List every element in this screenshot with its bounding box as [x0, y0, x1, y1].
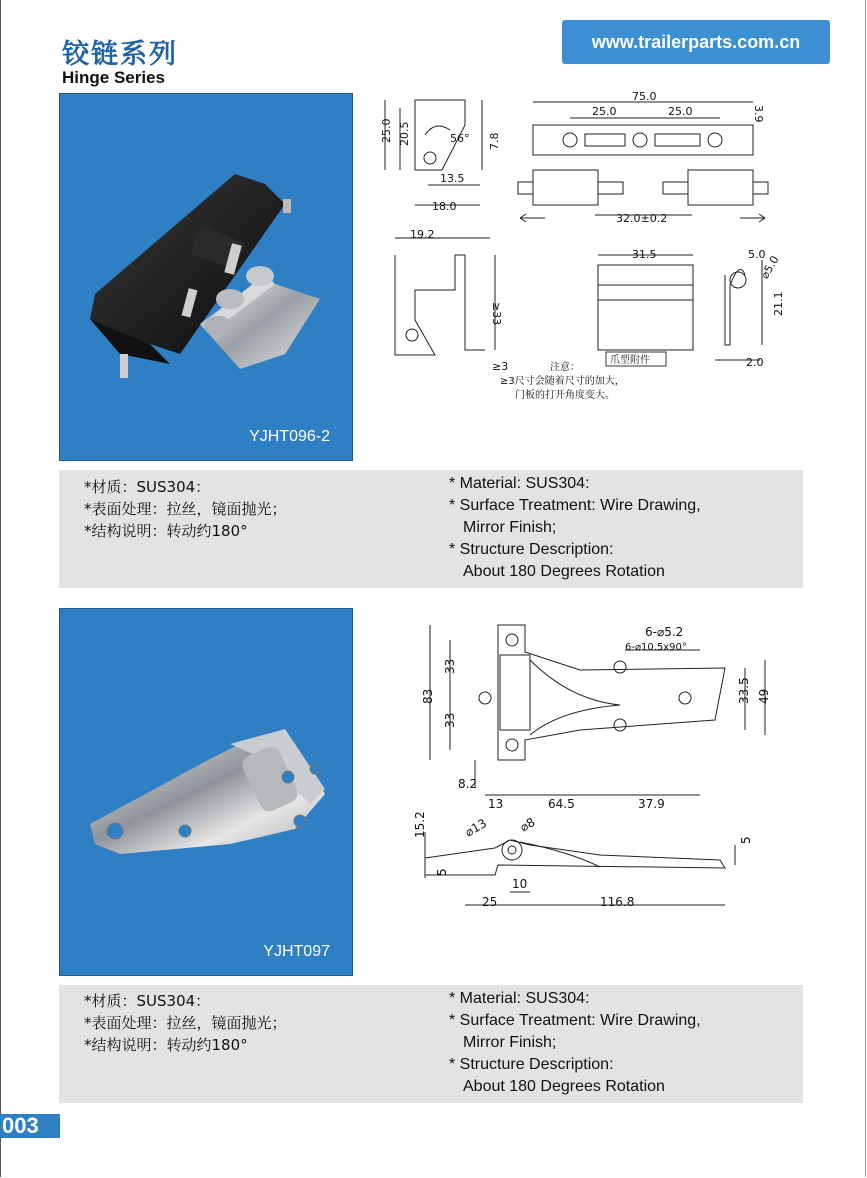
product-model-label-2: YJHT097	[263, 943, 330, 960]
page-number: 003	[0, 1114, 60, 1138]
dim-text: ⌀5.0	[758, 253, 782, 281]
dim-text: 6-⌀10.5x90°	[625, 642, 687, 653]
spec-cn-line: *材质：SUS304：	[84, 992, 211, 1010]
spec-cn-line: *结构说明：转动约180°	[84, 522, 248, 540]
dim-text: 5	[739, 836, 753, 844]
dim-text: 56°	[450, 132, 470, 145]
dim-text: 19.2	[410, 228, 435, 241]
spec-cn-line: *材质：SUS304：	[84, 478, 211, 496]
dim-text: ⌀13	[462, 816, 490, 840]
spec-panel-1	[59, 470, 803, 588]
dim-text: 37.9	[638, 797, 665, 811]
spec-en-line: * Structure Description:	[449, 541, 614, 558]
spec-en-line: * Material: SUS304:	[449, 475, 590, 492]
series-title-cn: 铰链系列	[62, 39, 178, 70]
spec-en-line: About 180 Degrees Rotation	[463, 1078, 665, 1095]
dim-text: 33	[443, 658, 457, 674]
note-line: ≥3尺寸会随着尺寸的加大，	[500, 376, 625, 387]
hinge-photo-2	[60, 609, 352, 975]
dim-text: 3.9	[752, 105, 765, 123]
dim-text: 25.0	[668, 105, 693, 118]
dim-text: 13.5	[440, 172, 465, 185]
dim-text: ⌀8	[517, 814, 538, 835]
spec-en-line: * Surface Treatment: Wire Drawing,	[449, 1012, 701, 1029]
website-link[interactable]: www.trailerparts.com.cn	[562, 20, 830, 64]
dim-text: ≥3	[492, 360, 509, 373]
dim-text: 25.0	[592, 105, 617, 118]
dim-text: 33	[443, 712, 457, 728]
hinge-photo-1	[60, 94, 352, 460]
series-title-en: Hinge Series	[62, 68, 165, 87]
dim-text: 49	[757, 688, 771, 704]
dim-text: ≥33	[490, 302, 503, 326]
technical-drawing-1	[370, 90, 790, 410]
dim-text: 7.8	[488, 132, 501, 150]
spec-en-line: * Surface Treatment: Wire Drawing,	[449, 497, 701, 514]
dim-text: 25	[482, 895, 498, 909]
spec-cn-line: *表面处理：拉丝，镜面抛光；	[84, 500, 287, 518]
dim-text: 116.8	[600, 895, 635, 909]
dim-text: 32.0±0.2	[616, 212, 668, 225]
product-photo-2	[59, 608, 353, 976]
spec-en-line: Mirror Finish;	[463, 1034, 557, 1051]
dim-text: 10	[512, 877, 528, 891]
dim-text: 83	[421, 688, 435, 704]
dim-text: 20.5	[398, 121, 411, 146]
dim-text: 21.1	[772, 291, 785, 316]
spec-cn-line: *结构说明：转动约180°	[84, 1036, 248, 1054]
dim-text: 2.0	[746, 356, 764, 369]
spec-en-line: * Material: SUS304:	[449, 990, 590, 1007]
drawing-tag: 爪型附件	[610, 355, 650, 366]
spec-en-line: Mirror Finish;	[463, 519, 557, 536]
dim-text: 6-⌀5.2	[645, 625, 684, 639]
dim-text: 13	[488, 797, 504, 811]
note-title: 注意：	[550, 362, 580, 373]
dim-text: 33.5	[737, 677, 751, 704]
dim-text: 5.0	[748, 248, 766, 261]
dim-text: 5	[435, 868, 449, 876]
note-line: 门板的打开角度变大。	[515, 390, 615, 401]
dim-text: 18.0	[432, 200, 457, 213]
dim-text: 64.5	[548, 797, 575, 811]
technical-drawing-2	[400, 610, 780, 915]
spec-cn-line: *表面处理：拉丝，镜面抛光；	[84, 1014, 287, 1032]
spec-en-line: About 180 Degrees Rotation	[463, 563, 665, 580]
product-model-label-1: YJHT096-2	[249, 428, 330, 445]
dim-text: 25.0	[380, 118, 393, 143]
dim-text: 8.2	[458, 777, 478, 791]
dim-text: 75.0	[632, 90, 657, 103]
spec-panel-2	[59, 985, 803, 1103]
dim-text: 15.2	[413, 811, 427, 838]
spec-en-line: * Structure Description:	[449, 1056, 614, 1073]
dim-text: 31.5	[632, 248, 657, 261]
product-photo-1	[59, 93, 353, 461]
